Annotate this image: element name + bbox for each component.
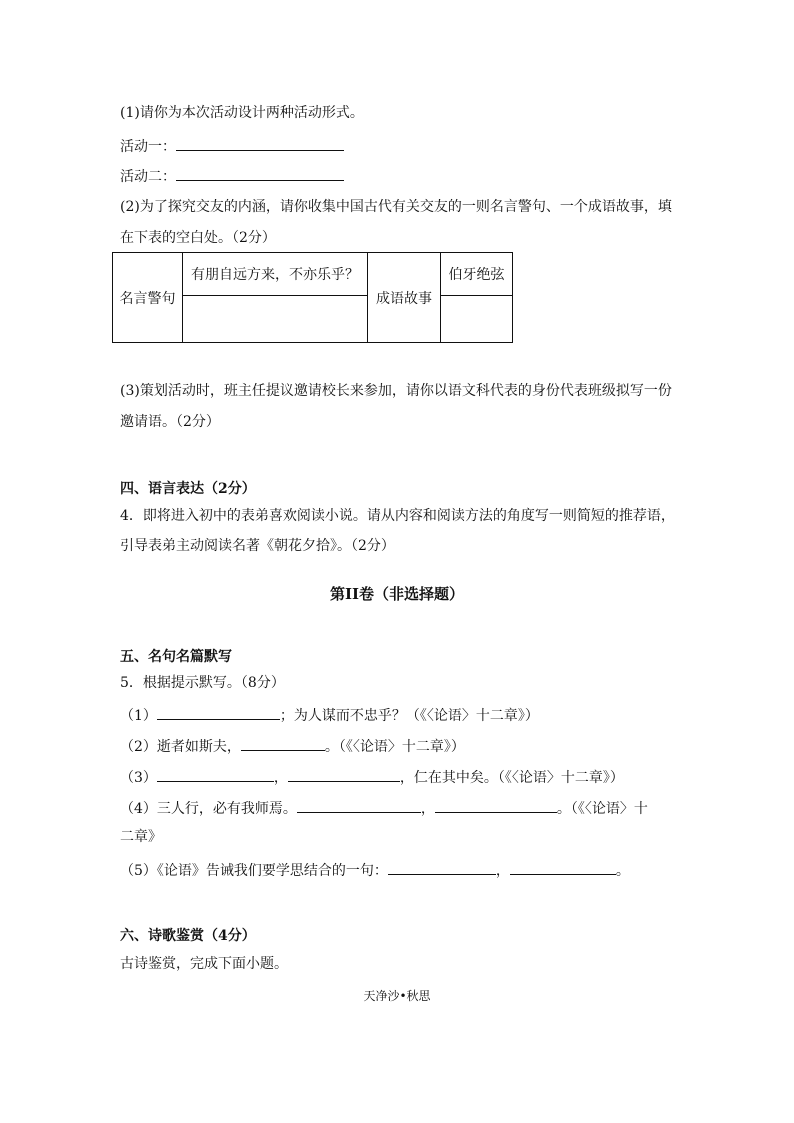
item4-text-a: （4）三人行，必有我师焉。	[120, 801, 297, 817]
q1-prompt: (1)请你为本次活动设计两种活动形式。	[120, 105, 364, 121]
poem-title: 天净沙•秋思	[363, 989, 431, 1003]
item4-text-b: 。（《〈论语〉十	[556, 801, 648, 817]
q5-prompt: 5．根据提示默写。（8分）	[120, 675, 285, 691]
item3-blank-2[interactable]	[288, 767, 400, 782]
item5-end: 。	[615, 863, 630, 879]
item5-blank-1[interactable]	[388, 860, 496, 875]
q4-line2: 引导表弟主动阅读名著《朝花夕拾》。（2分）	[120, 538, 395, 554]
item3-comma: ，	[273, 770, 288, 786]
item4-comma: ，	[420, 801, 435, 817]
item2-text-b: 。（《〈论语〉十二章》）	[324, 739, 465, 755]
item3-num: （3）	[120, 770, 157, 786]
q5-item3	[120, 767, 624, 787]
q5-item1	[120, 705, 539, 725]
section5-heading: 五、名句名篇默写	[120, 649, 232, 665]
section4-heading: 四、语言表达（2分）	[120, 481, 256, 497]
item1-blank[interactable]	[157, 705, 280, 720]
q3-line1: (3)策划活动时，班主任提议邀请校长来参加，请你以语文科代表的身份代表班级拟写一份	[120, 383, 672, 399]
q5-item2	[120, 736, 465, 756]
story-example: 伯牙绝弦	[441, 253, 513, 296]
q5-item5	[120, 860, 630, 880]
q3-line2: 邀请语。（2分）	[120, 414, 220, 430]
activity2-line	[120, 166, 344, 186]
friendship-table	[112, 252, 513, 343]
quote-answer-cell[interactable]	[183, 296, 368, 343]
item2-blank[interactable]	[241, 736, 325, 751]
activity2-blank[interactable]	[176, 166, 344, 181]
activity1-line	[120, 136, 344, 156]
item1-text: ；为人谋而不忠乎？（《〈论语〉十二章》）	[279, 708, 539, 724]
item5-text-a: （5）《论语》告诫我们要学思结合的一句：	[120, 863, 388, 879]
activity1-label: 活动一：	[120, 139, 176, 155]
activity2-label: 活动二：	[120, 169, 176, 185]
volume2-title: 第II卷（非选择题）	[329, 585, 465, 603]
item5-comma: ，	[495, 863, 510, 879]
q4-line1: 4．即将进入初中的表弟喜欢阅读小说。请从内容和阅读方法的角度写一则简短的推荐语，	[120, 508, 675, 524]
label-quote: 名言警句	[113, 253, 183, 343]
section6-heading: 六、诗歌鉴赏（4分）	[120, 928, 256, 944]
item4-blank-1[interactable]	[297, 798, 421, 813]
item3-blank-1[interactable]	[157, 767, 274, 782]
quote-example: 有朋自远方来，不亦乐乎？	[183, 253, 368, 296]
activity1-blank[interactable]	[176, 136, 344, 151]
item1-num: （1）	[120, 708, 157, 724]
label-story: 成语故事	[368, 253, 441, 343]
item4-blank-2[interactable]	[435, 798, 557, 813]
q2-line1: (2)为了探究交友的内涵，请你收集中国古代有关交友的一则名言警句、一个成语故事，填	[120, 199, 672, 215]
item3-text: ，仁在其中矣。（《〈论语〉十二章》）	[399, 770, 624, 786]
item2-text-a: （2）逝者如斯夫，	[120, 739, 241, 755]
section6-instruction: 古诗鉴赏，完成下面小题。	[120, 956, 288, 972]
q2-line2: 在下表的空白处。（2分）	[120, 230, 276, 246]
q5-item4	[120, 798, 648, 818]
story-answer-cell[interactable]	[441, 296, 513, 343]
q5-item4-cont: 二章》	[120, 829, 162, 845]
item5-blank-2[interactable]	[510, 860, 616, 875]
